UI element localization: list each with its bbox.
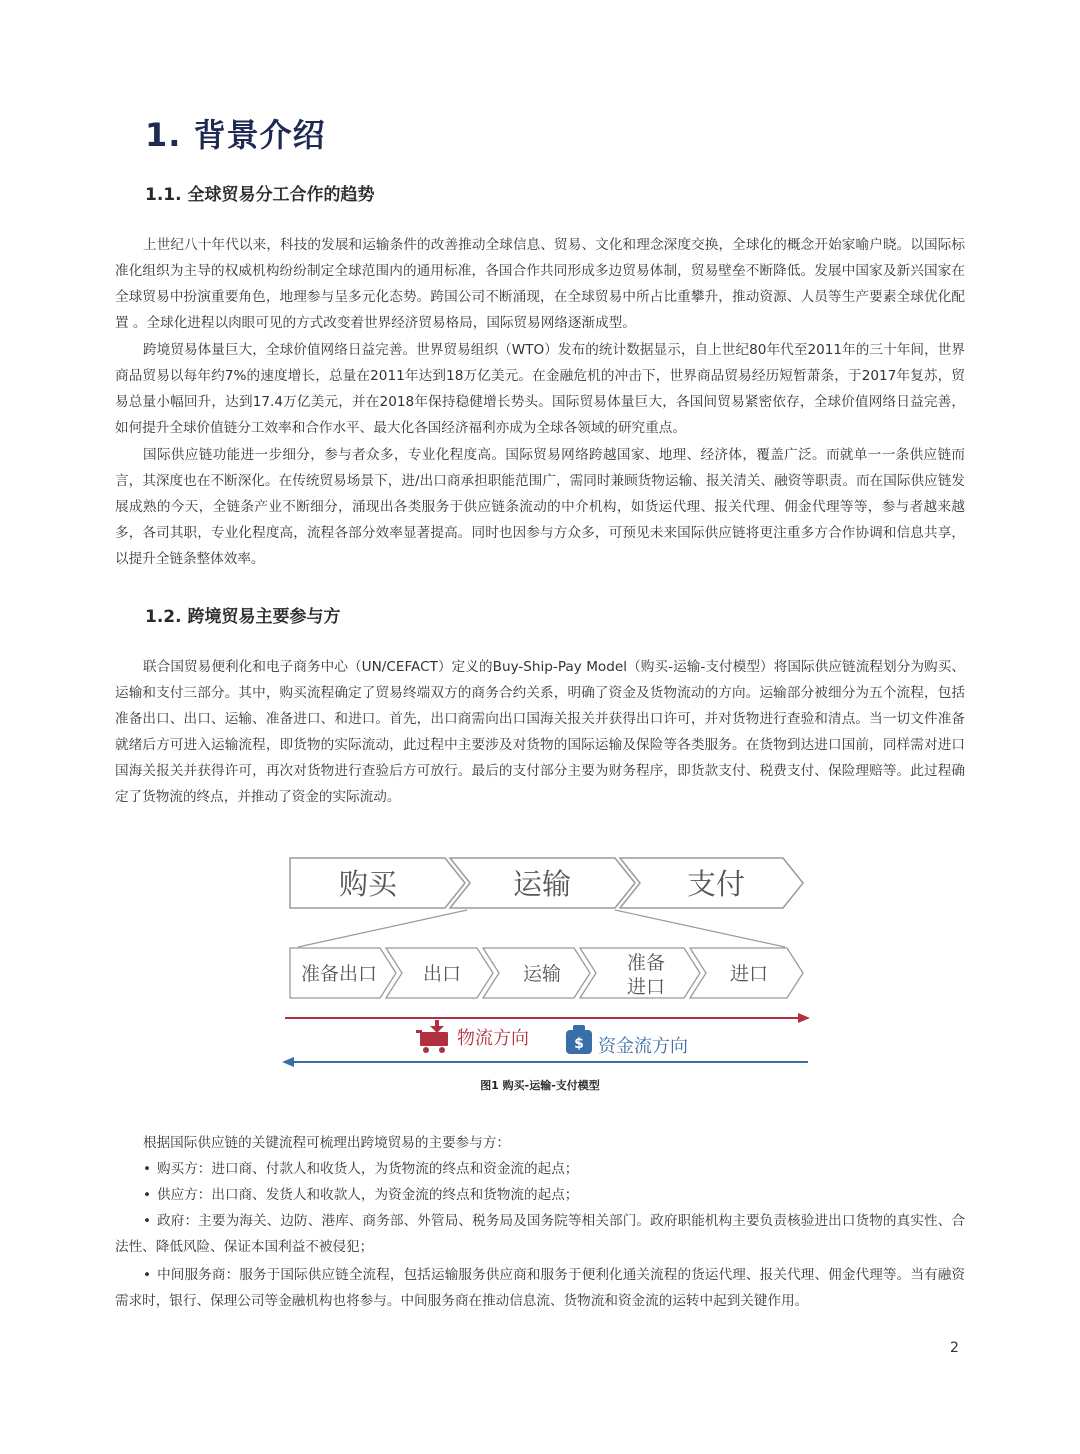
logistics-label: 物流方向: [457, 1028, 529, 1049]
bullet: •: [143, 1161, 152, 1177]
funds-label: 资金流方向: [598, 1036, 688, 1057]
bullet: •: [143, 1213, 152, 1229]
bullet: •: [143, 1187, 152, 1203]
sub-step-label: 出口: [422, 963, 462, 985]
buy-ship-pay-diagram: [270, 850, 830, 1070]
sub-step-label: 准备出口: [300, 963, 378, 985]
funds-arrowhead: [282, 1057, 294, 1067]
list-item: [115, 1208, 965, 1260]
sub-step-label: 运输: [522, 963, 562, 985]
sub-step-label: 准备: [626, 952, 666, 974]
step-pay-label: 支付: [686, 867, 746, 901]
section-1-2-title: 1.2. 跨境贸易主要参与方: [145, 607, 341, 627]
figure-caption: 图1 购买-运输-支付模型: [480, 1079, 600, 1092]
paragraph: 联合国贸易便利化和电子商务中心（UN/CEFACT）定义的Buy-Ship-Pay Model（购买-运输-支付模型）将国际供应链流程划分为购买、运输和支付三部分。其中，购买流程确定了贸易终端双方的商务合约关系，明确了资金及货物流动的方向。运输部分被细分为五个流程，包括准备出口、出口、运输、准备进口、和进口。首先，出口商需向出口国海关报关并获得出口许可，并对货物进行查验和清点。当一切文件准备就绪后方可进入运输流程，即货物的实际流动，此过程中主要涉及对货物的国际运输及保险等各类服务。在货物到达进口国前，同样需对进口国海关报关并获得许可，再次对货物进行查验后方可放行。最后的支付部分主要为财务程序，即货款支付、税费支付、保险理赔等。此过程确定了货物流的终点，并推动了资金的实际流动。: [115, 659, 965, 805]
logistics-arrowhead: [798, 1013, 810, 1023]
list-item: [115, 1156, 965, 1182]
section-1-1-title: 1.1. 全球贸易分工合作的趋势: [145, 185, 375, 205]
sub-step-label: 进口: [729, 963, 769, 985]
paragraph: 跨境贸易体量巨大，全球价值网络日益完善。世界贸易组织（WTO）发布的统计数据显示，自上世纪80年代至2011年的三十年间，世界商品贸易以每年约7%的速度增长，总量在2011年达到18万亿美元。在金融危机的冲击下，世界商品贸易经历短暂萧条，于2017年复苏，贸易总量小幅回升，达到17.4万亿美元，并在2018年保持稳健增长势头。国际贸易体量巨大，各国间贸易紧密依存，全球价值网络日益完善，如何提升全球价值链分工效率和合作水平、最大化各国经济福利亦成为全球各领域的研究重点。: [115, 342, 965, 436]
cart-icon: [416, 1020, 448, 1053]
svg-text:$: $: [574, 1036, 584, 1052]
bullet: •: [143, 1267, 152, 1283]
page-number: 2: [950, 1340, 959, 1356]
list-item-text: 政府：主要为海关、边防、港库、商务部、外管局、税务局及国务院等相关部门。政府职能机构主要负责核验进出口货物的真实性、合法性、降低风险、保证本国利益不被侵犯；: [115, 1213, 965, 1255]
page-title: 1. 背景介绍: [145, 116, 326, 154]
list-item: [115, 1262, 965, 1314]
list-item-text: 中间服务商：服务于国际供应链全流程，包括运输服务供应商和服务于便利化通关流程的货运代理、报关代理、佣金代理等。当有融资需求时，银行、保理公司等金融机构也将参与。中间服务商在推动信息流、货物流和资金流的运转中起到关键作用。: [115, 1267, 965, 1309]
sub-step-label: 进口: [626, 976, 666, 998]
list-item-text: 供应方：出口商、发货人和收款人，为资金流的终点和货物流的起点；: [157, 1187, 579, 1203]
list-item-text: 购买方：进口商、付款人和收货人，为货物流的终点和资金流的起点；: [157, 1161, 579, 1177]
step-buy-label: 购买: [338, 867, 398, 901]
connector-line: [298, 910, 467, 947]
paragraph: 国际供应链功能进一步细分，参与者众多，专业化程度高。国际贸易网络跨越国家、地理、经济体，覆盖广泛。而就单一一条供应链而言，其深度也在不断深化。在传统贸易场景下，进/出口商承担职能范围广，需同时兼顾货物运输、报关清关、融资等职责。而在国际供应链发展成熟的今天，全链条产业不断细分，涌现出各类服务于供应链条流动的中介机构，如货运代理、报关代理、佣金代理等等，参与者越来越多，各司其职，专业化程度高，流程各部分效率显著提高。同时也因参与方众多，可预见未来国际供应链将更注重多方合作协调和信息共享，以提升全链条整体效率。: [115, 447, 965, 567]
step-ship-label: 运输: [512, 867, 572, 901]
money-bag-icon: [566, 1025, 592, 1054]
connector-line: [615, 910, 785, 947]
participants-intro: 根据国际供应链的关键流程可梳理出跨境贸易的主要参与方：: [143, 1135, 511, 1151]
paragraph: 上世纪八十年代以来，科技的发展和运输条件的改善推动全球信息、贸易、文化和理念深度交换，全球化的概念开始家喻户晓。以国际标准化组织为主导的权威机构纷纷制定全球范围内的通用标准，各国合作共同形成多边贸易体制，贸易壁垒不断降低。发展中国家及新兴国家在全球贸易中扮演重要角色，地理参与呈多元化态势。跨国公司不断涌现，在全球贸易中所占比重攀升，推动资源、人员等生产要素全球优化配置 。全球化进程以肉眼可见的方式改变着世界经济贸易格局，国际贸易网络逐渐成型。: [115, 237, 965, 331]
list-item: [115, 1182, 965, 1208]
